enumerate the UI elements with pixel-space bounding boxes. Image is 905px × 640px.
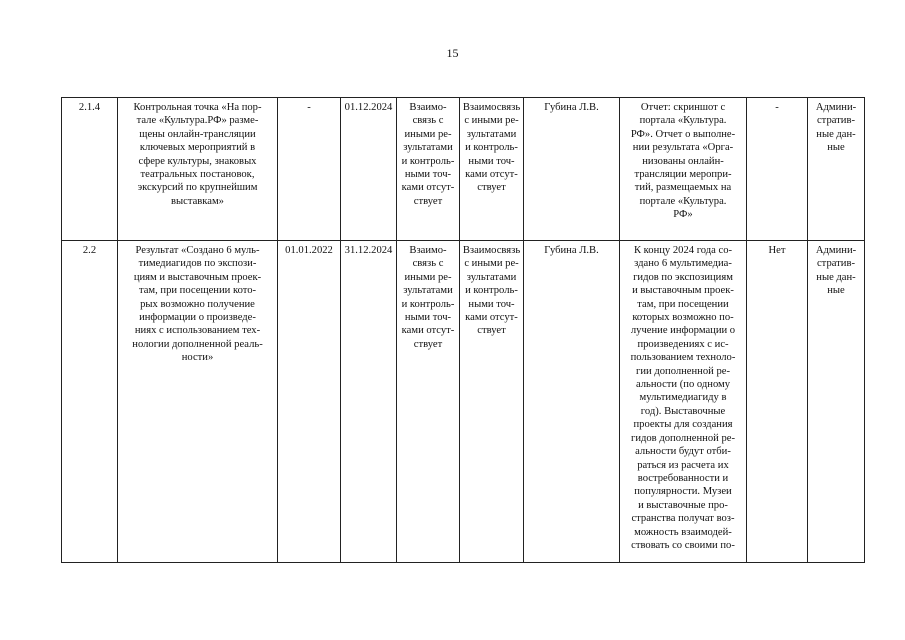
end-date: 01.12.2024 xyxy=(341,98,397,241)
row-number: 2.1.4 xyxy=(62,98,118,241)
responsible-person: Губина Л.В. xyxy=(524,241,620,563)
row-name: Контрольная точка «На пор- тале «Культура.РФ» разме- щены онлайн-трансляции ключевых мероприятий в сфере культуры, знаковых театральных постановок, экскурсий по крупнейшим выставкам» xyxy=(118,98,278,241)
page-number: 15 xyxy=(446,46,459,60)
flag-cell: Нет xyxy=(747,241,808,563)
predecessor-cell: Взаимо- связь с иными ре- зультатами и контроль- ными точ- ками отсут- ствует xyxy=(397,98,460,241)
end-date: 31.12.2024 xyxy=(341,241,397,563)
table-row xyxy=(62,241,865,563)
flag-cell: - xyxy=(747,98,808,241)
source-cell: Админи- стратив- ные дан- ные xyxy=(808,241,865,563)
predecessor-cell: Взаимо- связь с иными ре- зультатами и контроль- ными точ- ками отсут- ствует xyxy=(397,241,460,563)
responsible-person: Губина Л.В. xyxy=(524,98,620,241)
outcome-cell: К концу 2024 года со- здано 6 мультимедиа- гидов по экспозициям и выставочным проек- там, при посещении которых возможно по- лучение информации о произведениях с ис- пользованием техноло- гии дополненной ре- альности (по одному мультимедиагиду в год). Выставочные проекты для создания гидов дополненной ре- альности будут отби- раться из расчета их востребованности и популярности. Музеи и выставочные про- странства получат воз- можность взаимодей- ствовать со своими по- xyxy=(620,241,747,563)
row-number: 2.2 xyxy=(62,241,118,563)
successor-cell: Взаимосвязь с иными ре- зультатами и контроль- ными точ- ками отсут- ствует xyxy=(460,241,524,563)
successor-cell: Взаимосвязь с иными ре- зультатами и контроль- ными точ- ками отсут- ствует xyxy=(460,98,524,241)
table-row xyxy=(62,98,865,241)
start-date: - xyxy=(278,98,341,241)
source-cell: Админи- стратив- ные дан- ные xyxy=(808,98,865,241)
plan-table xyxy=(61,97,865,563)
outcome-cell: Отчет: скриншот с портала «Культура. РФ». Отчет о выполне- нии результата «Орга- низованы онлайн- трансляции меропри- тий, размещаемых на портале «Культура. РФ» xyxy=(620,98,747,241)
row-name: Результат «Создано 6 муль- тимедиагидов по экспози- циям и выставочным проек- там, при посещении кото- рых возможно получение информации о произведе- ниях с использованием тех- нологии дополненной реаль- ности» xyxy=(118,241,278,563)
start-date: 01.01.2022 xyxy=(278,241,341,563)
